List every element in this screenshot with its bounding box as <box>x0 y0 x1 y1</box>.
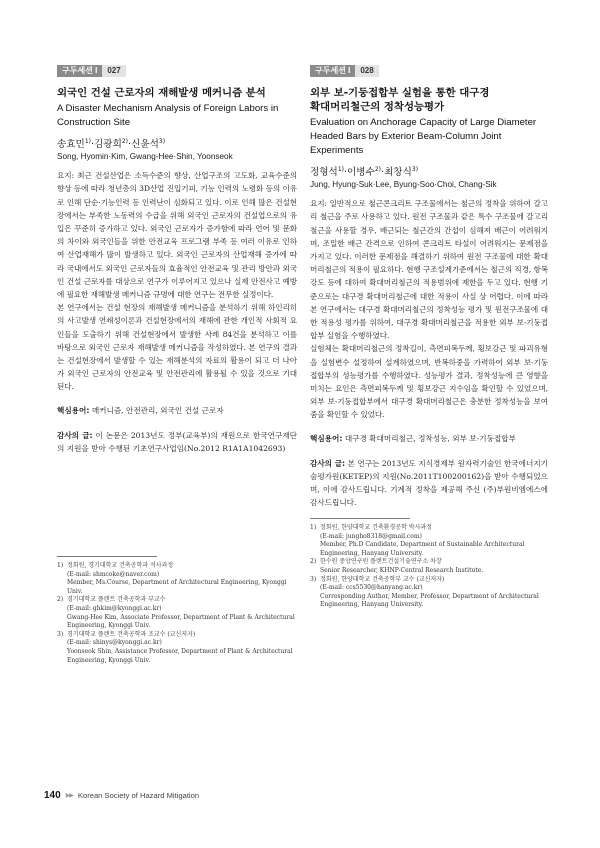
footnote-line: 정회원, 경기대학교 건축공학과 석사과정 <box>67 562 174 569</box>
footnote-number: 2) <box>57 596 64 604</box>
section-number: 027 <box>102 65 125 77</box>
footnotes-left <box>57 556 297 665</box>
keywords-text: 매커니즘, 안전관리, 외국인 건설 근로자 <box>91 405 224 415</box>
section-tag <box>310 65 379 77</box>
footnote-line: (E-mail: shmcoke@naver.com) <box>67 570 160 578</box>
article-left <box>57 58 297 455</box>
article-title-korean: 외국인 건설 근로자의 재해발생 메커니즘 분석 <box>57 87 266 99</box>
article-title-english: Evaluation on Anchorage Capacity of Large Diameter Headed Bars by Exterior Beam-Column Joint Experiments <box>310 117 537 156</box>
acknowledgement <box>57 429 297 455</box>
footnote-line: (E-mail: jungho8318@gmail.com) <box>320 532 422 540</box>
footnote-line: (E-mail: shinys@kyonggi.ac.kr) <box>67 639 162 647</box>
ack-label: 감사의 글: <box>310 458 346 468</box>
footnote-number: 1) <box>57 562 64 569</box>
section-label: 구두세션 I <box>310 65 355 77</box>
footnote-line: Member, Ms.Course, Department of Architectural Engineering, Kyonggi Univ. <box>67 579 287 595</box>
footnote-line: 경기대학교 플랜트 건축공학과 조교수 (교신저자) <box>67 630 196 638</box>
footnote-line: Corresponding Author, Member, Professor, Department of Architectural Engineering, Hanyang University. <box>320 592 539 609</box>
acknowledgement <box>310 457 548 510</box>
footnote-item <box>57 631 297 665</box>
abstract <box>57 169 297 393</box>
footnote-item <box>57 596 297 630</box>
article-right <box>310 58 548 509</box>
footnote-rule <box>57 556 157 557</box>
author-name: ·최창식 <box>381 167 412 179</box>
section-tag <box>57 65 126 77</box>
abstract-paragraph: 요지: 일반적으로 철근콘크리트 구조물에서는 철근의 정착을 위하여 갈고리 철근을 주로 사용하고 있다. 원전 구조물과 같은 특수 구조물에 갈고리 철근을 사용할 경우, 배근되는 철근간의 간섭이 심해져 배근이 어려워지며, 조밀한 배근 간격으로 인하여 콘크리트 타설이 어려워지는 문제점을 가지고 있다. 이러한 문제점을 해결하기 위하여 원전 구조물에 대한 확대머리철근의 적용이 필요하다. 현행 구조설계기준에서는 철근의 직경, 항복강도 등에 대하여 확대머리철근의 적용범위에 제한을 두고 있다. 현행 기준으로는 대구경 확대머리철근에 대한 적용이 사실 상 어렵다. 이에 따라 본 연구에서는 대구경 확대머리철근의 정착성능 평가 및 원전구조물에 대한 적용성 평가를 위하여, 대구경 확대머리철근을 적용한 외부 보-기둥접합부 실험을 수행하였다. <box>310 199 548 341</box>
section-label: 구두세션 I <box>57 65 102 77</box>
abstract-paragraph: 본 연구에서는 건설 현장의 재해발생 메커니즘을 분석하기 위해 하인리히의 사고발생 연쇄성이론과 건설현장에서의 재해에 관한 개인적 사회적 요인들을 도출하기 위해 건설현장에서 발생한 사례 84건을 분석하고 이를 바탕으로 외국인 근로자 재해발생 메커니즘을 작성하였다. 본 연구의 결과는 건설현장에서 발생할 수 있는 재해분석의 자료의 활용이 되고 더 나아가 외국인 근로자의 안전교육 및 안전관리에 활용될 수 있을 것으로 기대된다. <box>57 303 297 392</box>
abstract-paragraph: 요지: 최근 건설산업은 소득수준의 향상, 산업구조의 고도화, 교육수준의 향상 등에 따라 청년층의 3D산업 진입기피, 기능 인력의 노령화 등의 이유로 인해 단순·기능인력 등 인력난이 심화되고 있다. 이로 인해 많은 건설현장에서는 부족한 노동력의 수급을 위해 외국인 근로자의 건설업으로의 유입은 꾸준히 증가하고 있다. 외국인 근로자가 증가함에 따라 언어 및 문화의 차이와 외국인들을 위한 안전교육 프로그램 부족 등 여러 이유로 인하여 산업재해가 많이 발생하고 있다. 외국인 근로자의 산업재해 증가에 따라 국내에서도 외국인 근로자들의 효율적인 안전교육 및 관리 방안과 외국인 건설 근로자를 대상으로 연구가 이루어지고 있으나 실제 안전사고 예방에 필요한 재해발생 메커니즘 규명에 대한 연구는 전무한 실정이다. <box>57 171 297 300</box>
keywords <box>57 404 297 417</box>
author-name: ·이병수 <box>343 167 375 179</box>
article-title-korean: 외부 보-기둥접합부 실험을 통한 대구경 확대머리철근의 정착성능평가 <box>310 87 490 113</box>
author-sup: 2) <box>374 166 382 173</box>
abstract-paragraph: 실험체는 확대머리철근의 정착길이, 측면피복두께, 횡보강근 및 파괴유형을 실험변수 설정하여 설계하였으며, 반복하중을 가력하여 외부 보-기둥접합부의 성능평가를 수행하였다. 성능평가 결과, 정착성능에 큰 영향을 미치는 요인은 측면피복두께 및 횡보강근 지수임을 확인할 수 있었으며, 외부 보-기둥접합부에서 대구경 확대머리철근은 충분한 정착성능을 보여줌을 확인할 수 있었다. <box>310 344 548 420</box>
footnote-number: 2) <box>310 558 317 566</box>
footnote-line: Senior Researcher, KHNP-Central Research Institute. <box>320 566 484 574</box>
page-number: 140 <box>44 790 61 801</box>
footnote-line: (E-mail: ghkim@kyonggi.ac.kr) <box>67 604 162 612</box>
authors-english: Jung, Hyung-Suk·Lee, Byung-Soo·Choi, Chang-Sik <box>310 180 497 190</box>
footnote-line: Gwang-Hee Kim, Associate Professor, Department of Plant & Architectural Engineering, Kyonggi Univ. <box>67 613 295 630</box>
section-number: 028 <box>355 65 378 77</box>
author-sup: 3) <box>158 138 166 145</box>
footnote-number: 3) <box>310 575 317 583</box>
author-sup: 1) <box>337 166 344 173</box>
footnote-line: 경기대학교 플랜트 건축공학과 부교수 <box>67 596 166 604</box>
footnote-line: Member, Ph.D Candidate, Department of Sustainable Architectural Engineering, Hanyang University. <box>320 541 525 557</box>
author-sup: 2) <box>121 138 129 145</box>
ack-label: 감사의 글: <box>57 430 93 440</box>
footnote-item <box>310 576 548 610</box>
ack-text: 본 연구는 2013년도 지식경제부 원자력기술인 한국에너지기술평가원(KETEP)의 지원(No.2011T100200162)을 받아 수행되었으며, 이에 감사드립니다. 기계적 정착을 제공해 주신 (주)부원비엠에스에 감사드립니다. <box>310 458 548 508</box>
author-name: ·신윤석 <box>128 139 159 151</box>
footnote-item <box>310 524 548 558</box>
footnote-item <box>57 562 297 596</box>
society-name: Korean Society of Hazard Mitigation <box>77 791 200 800</box>
ack-text: 이 논문은 2013년도 정부(교육부)의 재원으로 한국연구재단의 지원을 받아 수행된 기초연구사업임(No.2012 R1A1A1042693) <box>57 430 297 453</box>
keywords-label: 핵심용어: <box>57 405 90 415</box>
footnote-item <box>310 558 548 575</box>
author-name: 송효민 <box>57 139 85 151</box>
authors-korean <box>310 163 548 179</box>
page-footer <box>44 790 199 801</box>
footnote-number: 3) <box>57 630 64 638</box>
footnote-rule <box>310 518 410 519</box>
footnotes-right <box>310 518 548 610</box>
author-sup: 1) <box>84 138 91 145</box>
author-name: 정형석 <box>310 167 338 179</box>
footnote-line: Yoonseok Shin, Assistance Professor, Department of Plant & Architectural Engineering, Kyonggi Univ. <box>67 647 293 664</box>
footnote-number: 1) <box>310 524 317 531</box>
footnote-line: 정회원, 한양대학교 건축환경공학 박사과정 <box>320 524 432 531</box>
author-name: ·김광희 <box>90 139 122 151</box>
keywords-label: 핵심용어: <box>310 433 343 443</box>
authors-korean <box>57 135 297 151</box>
double-arrow-icon: ▶▶ <box>65 793 73 799</box>
authors-english: Song, Hyomin·Kim, Gwang-Hee·Shin, Yoonseok <box>57 152 233 162</box>
article-title-english: A Disaster Mechanism Analysis of Foreign Labors in Construction Site <box>57 103 279 128</box>
footnote-line: (E-mail: ccs5530@hanyang.ac.kr) <box>320 584 423 592</box>
keywords <box>310 432 548 445</box>
keywords-text: 대구경 확대머리철근, 정착성능, 외부 보-기둥접합부 <box>344 433 516 443</box>
author-sup: 3) <box>411 166 419 173</box>
footnote-line: 한수원 중앙연구원 플랜트건설기술연구소 차장 <box>320 558 442 566</box>
footnote-line: 정회원, 한양대학교 건축공학부 교수 (교신저자) <box>320 575 445 583</box>
abstract <box>310 197 548 421</box>
